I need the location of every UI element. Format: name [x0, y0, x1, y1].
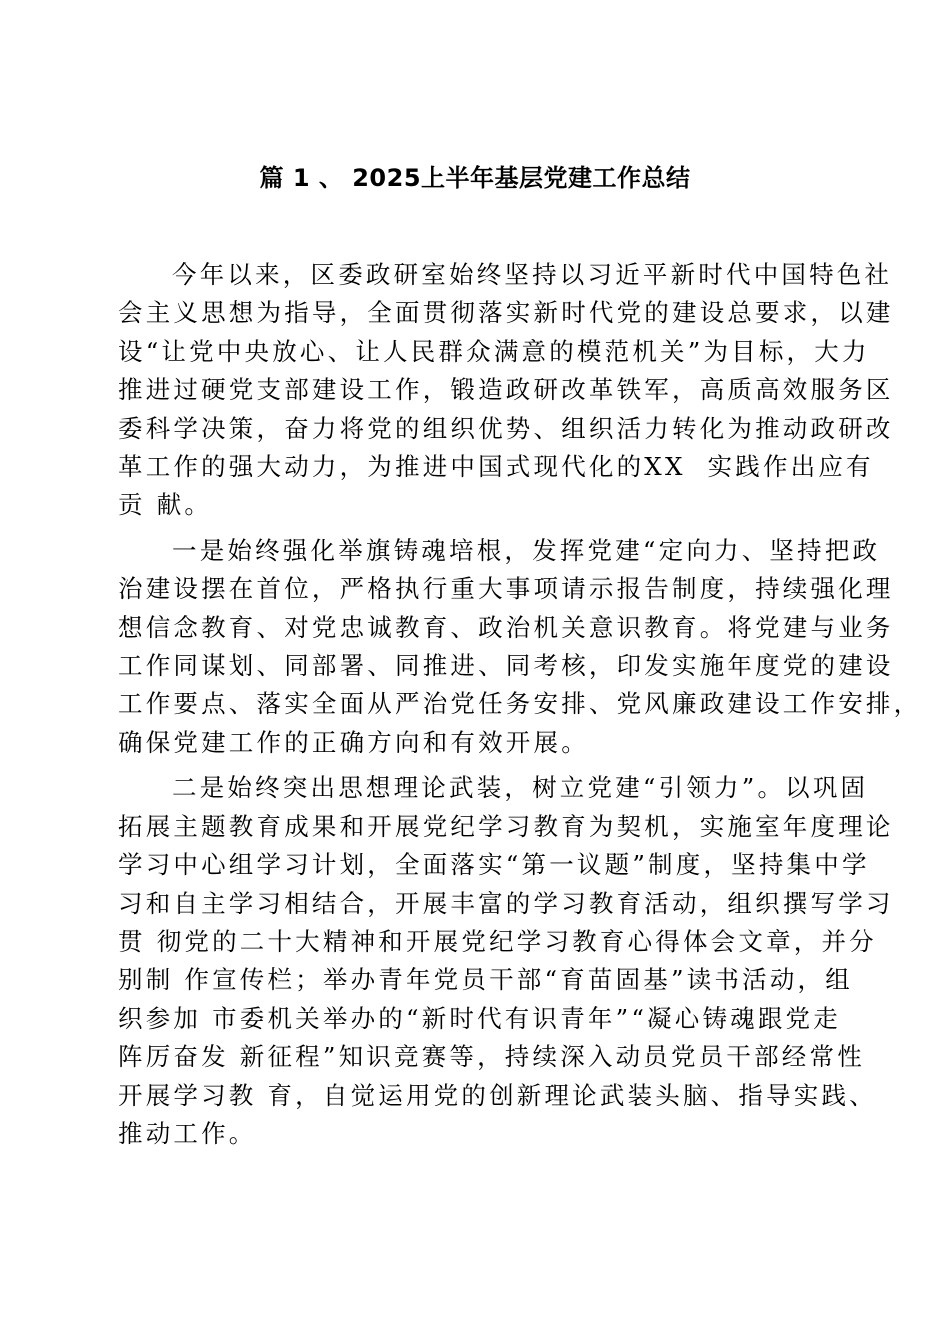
text-line: 二是始终突出思想理论武装，树立党建“引领力”。以巩固 — [172, 773, 869, 803]
text-line: 确保党建工作的正确方向和有效开展。 — [118, 727, 589, 757]
text-line: 革工作的强大动力，为推进中国式现代化的XX 实践作出应有 — [118, 452, 874, 482]
text-line: 治建设摆在首位，严格执行重大事项请示报告制度，持续强化理 — [118, 574, 894, 604]
text-line: 会主义思想为指导，全面贯彻落实新时代党的建设总要求，以建 — [118, 298, 894, 328]
text-line: 阵厉奋发 新征程”知识竞赛等，持续深入动员党员干部经常性 — [118, 1042, 865, 1072]
document-body — [118, 256, 922, 1153]
text-line: 工作同谋划、同部署、同推进、同考核，印发实施年度党的建设 — [118, 651, 894, 681]
paragraph-point-one — [118, 532, 922, 762]
paragraph-point-two — [118, 769, 894, 1153]
paragraph-intro — [118, 256, 894, 525]
text-line: 别制 作宣传栏；举办青年党员干部“育苗固基”读书活动，组 — [118, 965, 853, 995]
text-line: 学习中心组学习计划，全面落实“第一议题”制度，坚持集中学 — [118, 850, 870, 880]
text-line: 贯 彻党的二十大精神和开展党纪学习教育心得体会文章，并分 — [118, 926, 877, 956]
text-line: 一是始终强化举旗铸魂培根，发挥党建“定向力、坚持把政 — [172, 535, 881, 565]
document-title: 篇 1 、 2025上半年基层党建工作总结 — [259, 164, 691, 192]
text-line: 想信念教育、对党忠诚教育、政治机关意识教育。将党建与业务 — [118, 612, 894, 642]
text-line: 推动工作。 — [118, 1118, 257, 1148]
text-line: 设“让党中央放心、让人民群众满意的模范机关”为目标，大力 — [118, 336, 870, 366]
text-line: 委科学决策，奋力将党的组织优势、组织活力转化为推动政研改 — [118, 413, 894, 443]
text-line: 推进过硬党支部建设工作，锻造政研改革铁军，高质高效服务区 — [118, 375, 894, 405]
text-line: 开展学习教 育，自觉运用党的创新理论武装头脑、指导实践、 — [118, 1080, 877, 1110]
text-line: 贡 献。 — [118, 490, 213, 520]
text-line: 拓展主题教育成果和开展党纪学习教育为契机，实施室年度理论 — [118, 811, 894, 841]
text-line: 习和自主学习相结合，开展丰富的学习教育活动，组织撰写学习 — [118, 888, 894, 918]
text-line: 织参加 市委机关举办的“新时代有识青年”“凝心铸魂跟党走 — [118, 1003, 841, 1033]
text-line: 工作要点、落实全面从严治党任务安排、党风廉政建设工作安排， — [118, 689, 922, 719]
text-line: 今年以来，区委政研室始终坚持以习近平新时代中国特色社 — [172, 260, 893, 289]
